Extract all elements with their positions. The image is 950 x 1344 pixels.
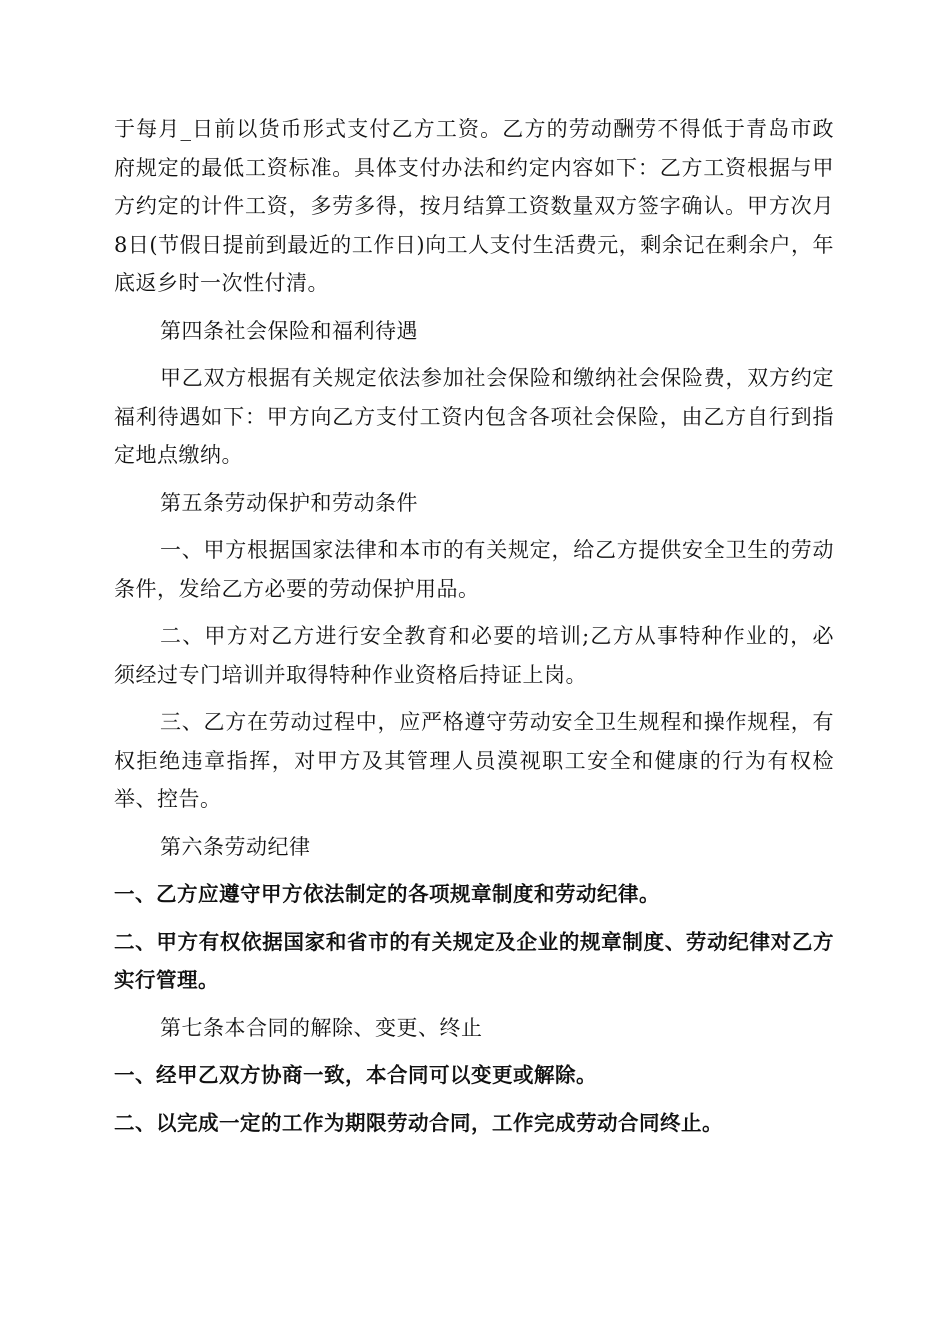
paragraph-discipline-1: 一、乙方应遵守甲方依法制定的各项规章制度和劳动纪律。 xyxy=(114,882,660,906)
paragraph-termination-1: 一、经甲乙双方协商一致，本合同可以变更或解除。 xyxy=(114,1063,597,1087)
heading-article-4: 第四条社会保险和福利待遇 xyxy=(160,318,418,343)
paragraph-social-insurance: 甲乙双方根据有关规定依法参加社会保险和缴纳社会保险费，双方约定福利待遇如下：甲方向乙方支付工资内包含各项社会保险，由乙方自行到指定地点缴纳。 xyxy=(114,366,834,467)
paragraph-labor-protection-2: 二、甲方对乙方进行安全教育和必要的培训;乙方从事特种作业的，必须经过专门培训并取得特种作业资格后持证上岗。 xyxy=(114,624,834,687)
paragraph-labor-protection-3: 三、乙方在劳动过程中，应严格遵守劳动安全卫生规程和操作规程，有权拒绝违章指挥，对甲方及其管理人员漠视职工安全和健康的行为有权检举、控告。 xyxy=(114,710,834,811)
paragraph-discipline-2: 二、甲方有权依据国家和省市的有关规定及企业的规章制度、劳动纪律对乙方实行管理。 xyxy=(114,929,834,992)
paragraph-wage-payment: 于每月_日前以货币形式支付乙方工资。乙方的劳动酬劳不得低于青岛市政府规定的最低工资标准。具体支付办法和约定内容如下：乙方工资根据与甲方约定的计件工资，多劳多得，按月结算工资数量双方签字确认。甲方次月8日(节假日提前到最近的工作日)向工人支付生活费元，剩余记在剩余户，年底返乡时一次性付清。 xyxy=(114,117,834,295)
heading-article-5: 第五条劳动保护和劳动条件 xyxy=(160,490,418,515)
heading-article-6: 第六条劳动纪律 xyxy=(160,834,311,859)
heading-article-7: 第七条本合同的解除、变更、终止 xyxy=(160,1015,483,1040)
paragraph-termination-2: 二、以完成一定的工作为期限劳动合同，工作完成劳动合同终止。 xyxy=(114,1110,723,1135)
paragraph-labor-protection-1: 一、甲方根据国家法律和本市的有关规定，给乙方提供安全卫生的劳动条件，发给乙方必要的劳动保护用品。 xyxy=(114,538,834,601)
document-body xyxy=(114,110,834,1151)
